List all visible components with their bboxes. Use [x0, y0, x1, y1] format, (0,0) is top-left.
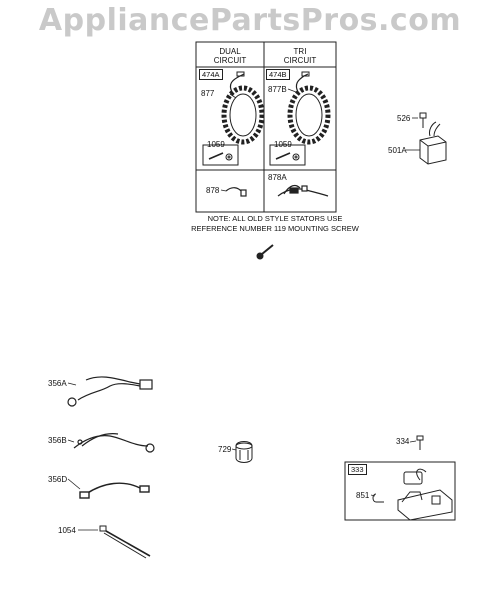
mounting-screw-icon [257, 245, 273, 259]
screw-526-icon [420, 113, 426, 128]
part-label-333: 333 [348, 464, 367, 475]
part-label-334: 334 [396, 437, 410, 446]
part-label-1054: 1054 [58, 526, 76, 535]
part-label-356a: 356A [48, 379, 67, 388]
part-label-356d: 356D [48, 475, 68, 484]
screw-334-icon [417, 436, 423, 450]
harness-356b-icon [74, 434, 154, 452]
header-dual-circuit [200, 47, 260, 65]
watermark-logo: AppliancePartsPros.com [38, 3, 462, 38]
cable-tie-1054-icon [100, 526, 150, 558]
part-label-501a: 501A [388, 146, 407, 155]
harness-878a-icon [278, 186, 328, 196]
header-tri-line2: CIRCUIT [283, 56, 317, 65]
header-tri-circuit [268, 47, 332, 65]
part-label-474a: 474A [199, 69, 223, 80]
part-label-526: 526 [397, 114, 411, 123]
lead-356d-icon [80, 483, 149, 498]
regulator-501a-icon [420, 122, 446, 164]
header-dual-line2: CIRCUIT [213, 56, 247, 65]
part-label-1059-dual: 1059 [207, 140, 225, 149]
stator-ring-dual-icon [224, 72, 262, 142]
part-label-878a: 878A [268, 173, 287, 182]
stator-ring-tri-icon [290, 72, 328, 142]
part-label-474b: 474B [266, 69, 290, 80]
part-label-877b: 877B [268, 85, 287, 94]
part-label-1059-tri: 1059 [274, 140, 292, 149]
part-label-878: 878 [206, 186, 220, 195]
part-label-877: 877 [201, 89, 215, 98]
grommet-729-icon [236, 442, 252, 463]
part-label-356b: 356B [48, 436, 67, 445]
connector-878-icon [226, 188, 246, 196]
header-tri-line1: TRI [293, 47, 307, 56]
harness-356a-icon [68, 377, 152, 406]
part-label-851: 851 [356, 491, 370, 500]
part-label-729: 729 [218, 445, 232, 454]
note-line2: REFERENCE NUMBER 119 MOUNTING SCREW [191, 224, 359, 233]
header-dual-line1: DUAL [219, 47, 241, 56]
note-line1: NOTE: ALL OLD STYLE STATORS USE [207, 214, 343, 223]
